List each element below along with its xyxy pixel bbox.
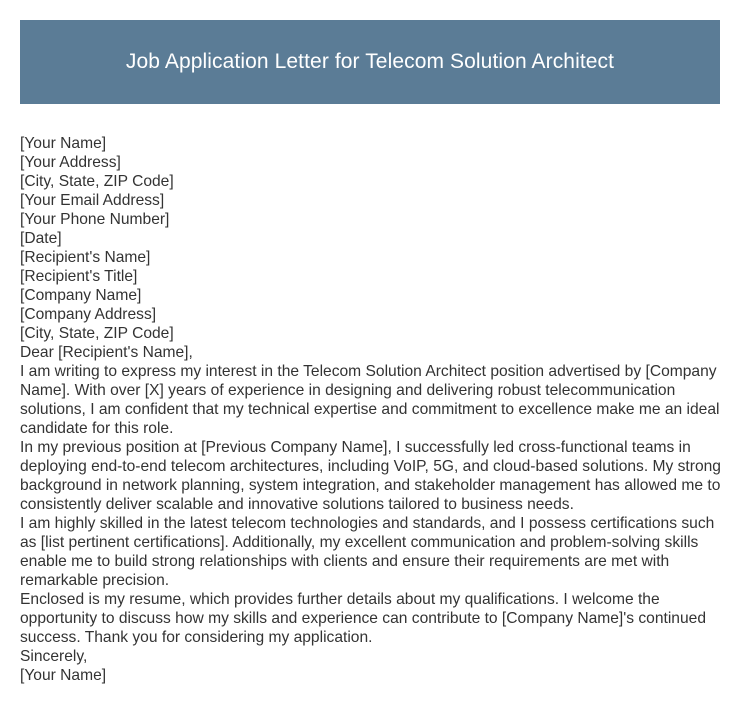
signature: [Your Name] <box>20 667 107 684</box>
recipient-title: [Recipient's Title] <box>20 268 138 285</box>
recipient-address: [Company Address] <box>20 306 157 323</box>
letter-date: [Date] <box>20 230 62 247</box>
letter-body <box>20 134 722 685</box>
paragraph-intro: I am writing to express my interest in the Telecom Solution Architect position advertised by [Company Name]. With over [X] years of experience in designing and delivering robust telecommunication solutions, I am confident that my technical expertise and commitment to excellence make me an ideal candidate for this role. <box>20 363 720 437</box>
paragraph-skills: I am highly skilled in the latest telecom technologies and standards, and I possess certifications such as [list pertinent certifications]. Additionally, my excellent communication and problem-solving skills enable me to build strong relationships with clients and ensure their requirements are met with remarkable precision. <box>20 515 715 589</box>
paragraph-experience: In my previous position at [Previous Company Name], I successfully led cross-functional teams in deploying end-to-end telecom architectures, including VoIP, 5G, and cloud-based solutions. My strong background in network planning, system integration, and stakeholder management has allowed me to consistently deliver scalable and innovative solutions tailored to business needs. <box>20 439 721 513</box>
salutation: Dear [Recipient's Name], <box>20 344 193 361</box>
sender-address: [Your Address] <box>20 154 121 171</box>
recipient-name: [Recipient's Name] <box>20 249 151 266</box>
letter-header <box>20 20 720 104</box>
page-title: Job Application Letter for Telecom Solution Architect <box>125 50 615 73</box>
sender-phone: [Your Phone Number] <box>20 211 170 228</box>
paragraph-closing: Enclosed is my resume, which provides further details about my qualifications. I welcome the opportunity to discuss how my skills and experience can contribute to [Company Name]'s continued success. Thank you for considering my application. <box>20 591 706 646</box>
sender-city-state-zip: [City, State, ZIP Code] <box>20 173 174 190</box>
recipient-city-state-zip: [City, State, ZIP Code] <box>20 325 174 342</box>
closing: Sincerely, <box>20 648 88 665</box>
recipient-company: [Company Name] <box>20 287 142 304</box>
sender-email: [Your Email Address] <box>20 192 165 209</box>
sender-name: [Your Name] <box>20 135 107 152</box>
